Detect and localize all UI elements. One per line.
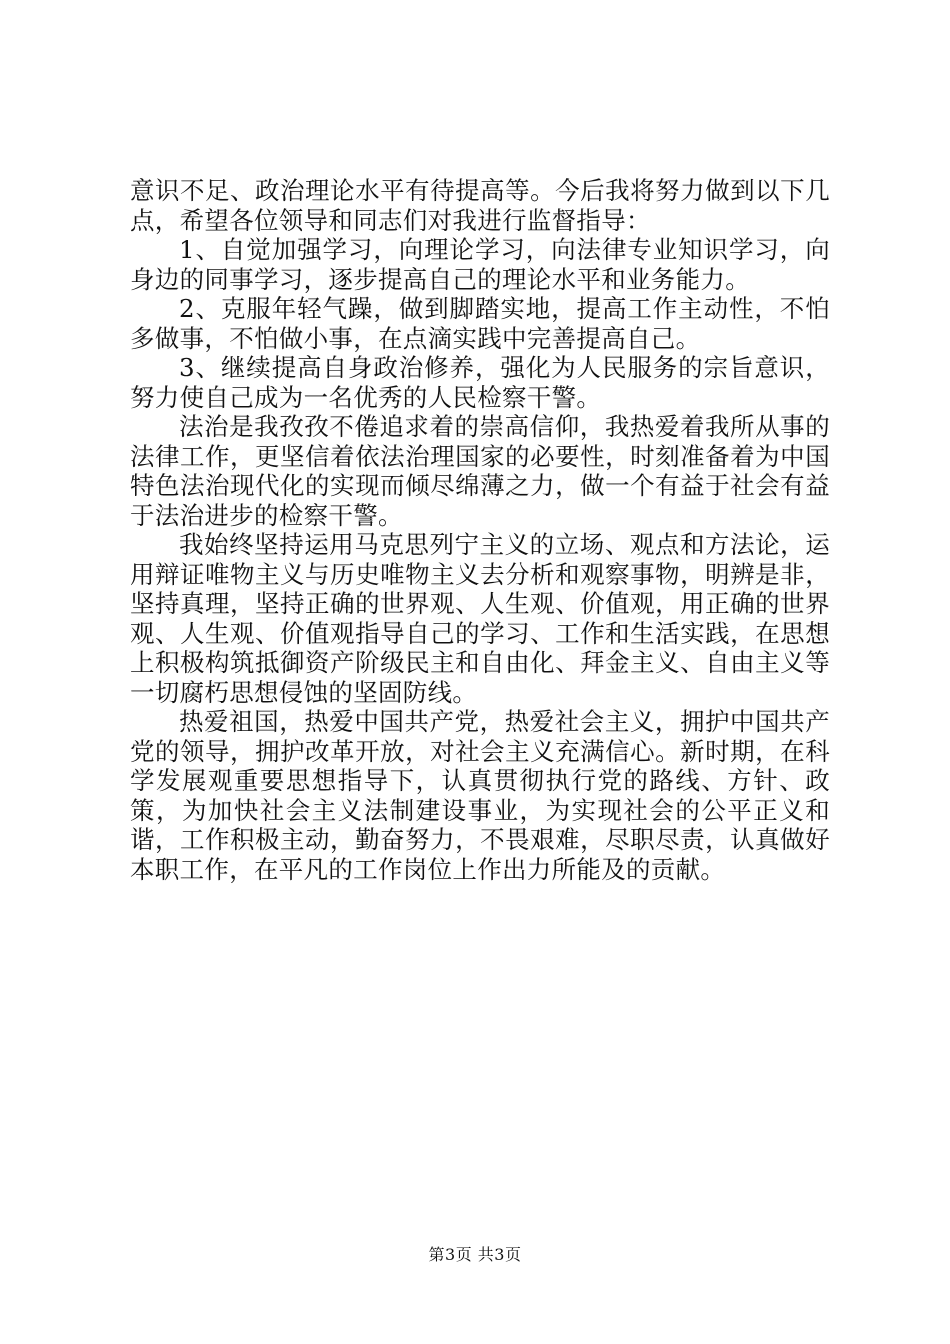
document-body (130, 176, 830, 884)
paragraph-continuation: 意识不足、政治理论水平有待提高等。今后我将努力做到以下几点，希望各位领导和同志们对我进行监督指导： (130, 176, 830, 235)
list-item-2: 2、克服年轻气躁，做到脚踏实地，提高工作主动性，不怕多做事，不怕做小事，在点滴实践中完善提高自己。 (130, 294, 830, 353)
paragraph-patriotism: 热爱祖国，热爱中国共产党，热爱社会主义，拥护中国共产党的领导，拥护改革开放，对社会主义充满信心。新时期，在科学发展观重要思想指导下，认真贯彻执行党的路线、方针、政策，为加快社会主义法制建设事业，为实现社会的公平正义和谐，工作积极主动，勤奋努力，不畏艰难，尽职尽责，认真做好本职工作，在平凡的工作岗位上作出力所能及的贡献。 (130, 707, 830, 884)
paragraph-rule-of-law: 法治是我孜孜不倦追求着的崇高信仰，我热爱着我所从事的法律工作，更坚信着依法治理国家的必要性，时刻准备着为中国特色法治现代化的实现而倾尽绵薄之力，做一个有益于社会有益于法治进步的检察干警。 (130, 412, 830, 530)
list-item-1: 1、自觉加强学习，向理论学习，向法律专业知识学习，向身边的同事学习，逐步提高自己的理论水平和业务能力。 (130, 235, 830, 294)
paragraph-ideology: 我始终坚持运用马克思列宁主义的立场、观点和方法论，运用辩证唯物主义与历史唯物主义去分析和观察事物，明辨是非，坚持真理，坚持正确的世界观、人生观、价值观，用正确的世界观、人生观、价值观指导自己的学习、工作和生活实践，在思想上积极构筑抵御资产阶级民主和自由化、拜金主义、自由主义等一切腐朽思想侵蚀的坚固防线。 (130, 530, 830, 707)
list-item-3: 3、继续提高自身政治修养，强化为人民服务的宗旨意识，努力使自己成为一名优秀的人民检察干警。 (130, 353, 830, 412)
page-number-footer: 第3页 共3页 (428, 1245, 522, 1264)
